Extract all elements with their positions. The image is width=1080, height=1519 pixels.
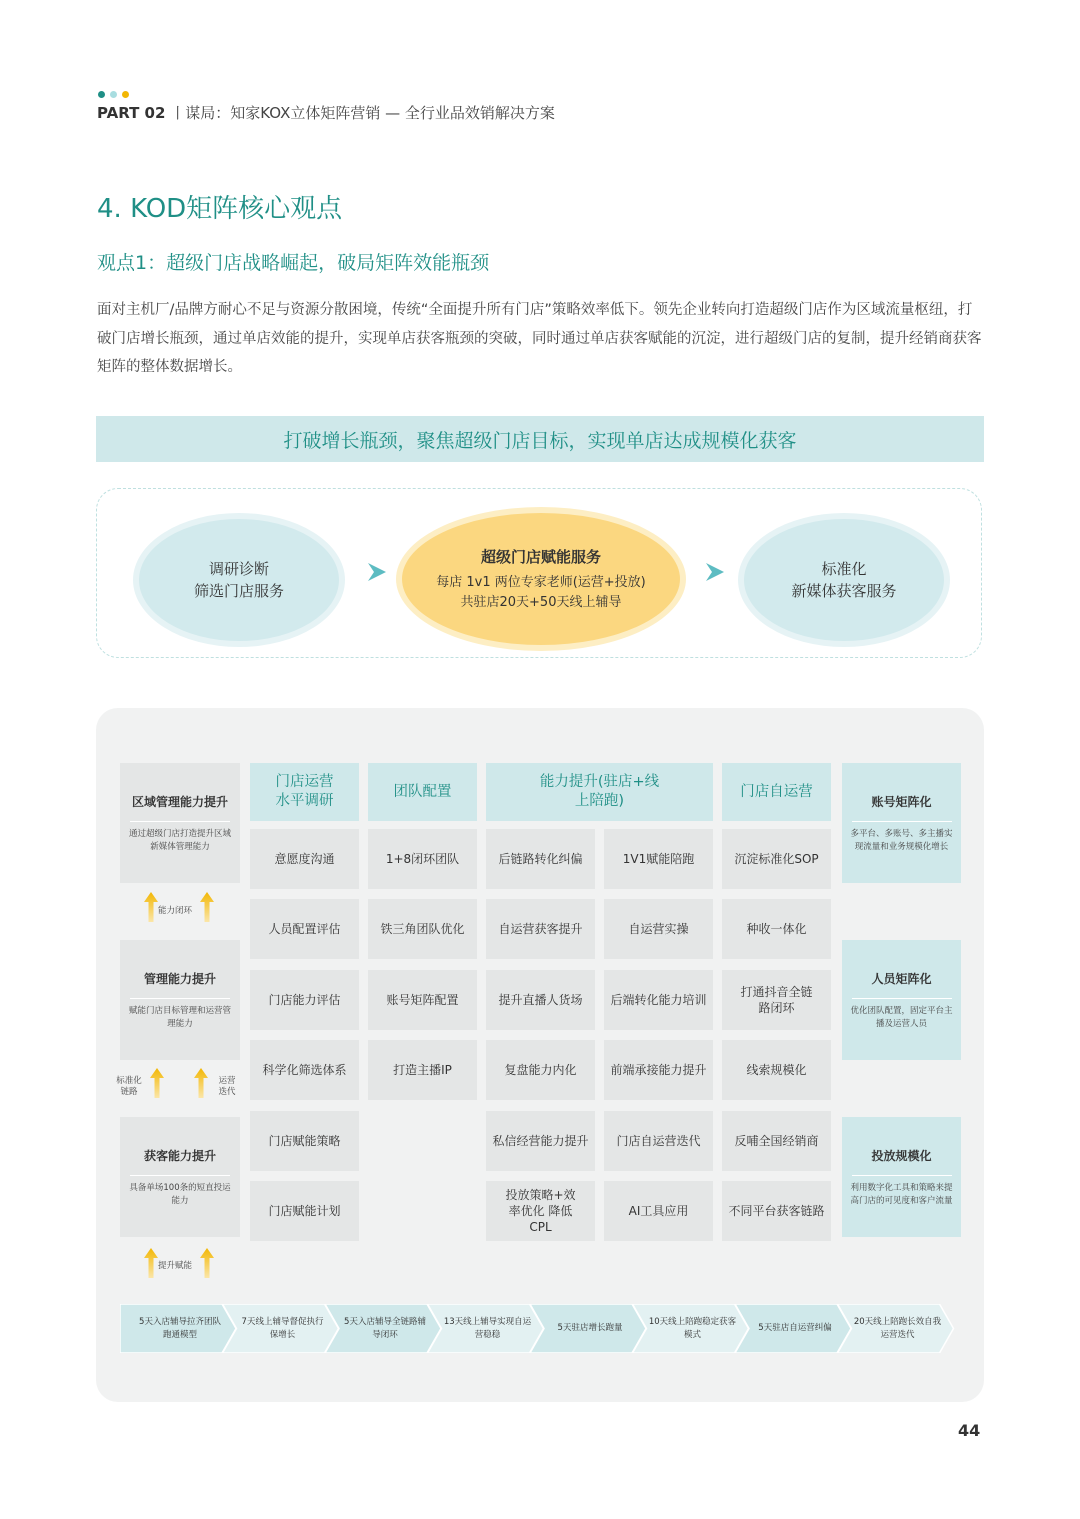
- flow-step-super-store-line1: 每店 1v1 两位专家老师(运营+投放): [436, 574, 646, 590]
- col-head-self-ops: 门店自运营: [722, 763, 831, 821]
- matrix-cell: 反哺全国经销商: [722, 1111, 831, 1171]
- right-card-desc: 多平台、多账号、多主播实现流量和业务规模化增长: [850, 829, 953, 852]
- matrix-cell: 门店赋能计划: [250, 1181, 359, 1241]
- matrix-cell: 门店赋能策略: [250, 1111, 359, 1171]
- flow-step-standardize: [738, 513, 950, 647]
- timeline-step: 13天线上辅导实现自运营稳稳: [443, 1316, 532, 1340]
- divider: [130, 821, 230, 822]
- divider: [852, 998, 952, 999]
- matrix-cell: 后链路转化纠偏: [486, 829, 595, 889]
- right-card-ads-scale: [842, 1117, 961, 1237]
- left-card-desc: 赋能门店目标管理和运营管理能力: [128, 1006, 231, 1029]
- matrix-cell: 私信经营能力提升: [486, 1111, 595, 1171]
- matrix-cell: 自运营实操: [604, 899, 713, 959]
- intro-paragraph: 面对主机厂/品牌方耐心不足与资源分散困境，传统“全面提升所有门店”策略效率低下。领先企业转向打造超级门店作为区域流量枢纽，打破门店增长瓶颈，通过单店效能的提升，实现单店获客瓶颈的突破，同时通过单店获客赋能的沉淀，进行超级门店的复制，提升经销商获客矩阵的整体数据增长。: [97, 302, 982, 375]
- up-arrow-icon: [144, 1248, 158, 1278]
- divider: [130, 998, 230, 999]
- left-card-management: [120, 940, 240, 1060]
- col-head-store-ops-survey: 门店运营水平调研: [250, 763, 359, 821]
- timeline-step: 20天线上陪跑长效自我运营迭代: [853, 1316, 942, 1340]
- right-card-account-matrix: [842, 763, 961, 883]
- flow-step-standardize-line1: 标准化: [821, 560, 867, 578]
- matrix-cell: 复盘能力内化: [486, 1040, 595, 1100]
- right-card-staff-matrix: [842, 940, 961, 1060]
- timeline-step: 5天驻店增长跑量: [557, 1323, 623, 1333]
- timeline-step: 7天线上辅导督促执行保增长: [241, 1316, 324, 1340]
- right-card-title: 账号矩阵化: [871, 795, 932, 809]
- arrow-label-loop: 能力闭环: [158, 906, 193, 916]
- matrix-cell: 提升直播人货场: [486, 970, 595, 1030]
- right-card-desc: 利用数字化工具和策略来提高门店的可见度和客户流量: [850, 1183, 953, 1206]
- dot-3: [122, 91, 129, 98]
- page-number: 44: [958, 1421, 981, 1440]
- matrix-cell: 前端承接能力提升: [604, 1040, 713, 1100]
- timeline-step: 5天入店辅导全链路辅导闭环: [344, 1316, 426, 1340]
- arrow-label-standard-chain: 标准化链路: [116, 1076, 142, 1097]
- up-arrow-icon: [200, 1248, 214, 1278]
- arrow-label-ops-iteration: 运营迭代: [218, 1076, 236, 1097]
- matrix-cell: 打通抖音全链路闭环: [722, 970, 831, 1030]
- sub-title: 观点1：超级门店战略崛起，破局矩阵效能瓶颈: [97, 252, 490, 274]
- left-card-title: 获客能力提升: [143, 1149, 216, 1163]
- matrix-cell: 账号矩阵配置: [368, 970, 477, 1030]
- up-arrow-icon: [194, 1068, 208, 1098]
- flow-arrow-1-icon: [366, 561, 388, 583]
- matrix-cell: 科学化筛选体系: [250, 1040, 359, 1100]
- right-card-title: 投放规模化: [871, 1149, 932, 1163]
- matrix-cell: 种收一体化: [722, 899, 831, 959]
- divider: [852, 1175, 952, 1176]
- left-card-desc: 具备单场100条的短直投运能力: [129, 1183, 231, 1206]
- up-arrow-icon: [144, 892, 158, 922]
- dot-1: [98, 91, 105, 98]
- flow-arrow-2-icon: [704, 561, 726, 583]
- matrix-cell: 沉淀标准化SOP: [722, 829, 831, 889]
- dot-2: [110, 91, 117, 98]
- timeline: [120, 1304, 962, 1353]
- flow-step-super-store-title: 超级门店赋能服务: [480, 547, 601, 566]
- matrix-cell: 1+8闭环团队: [368, 829, 477, 889]
- col-head-team-config: 团队配置: [368, 763, 477, 821]
- left-card-regional: [120, 763, 240, 883]
- matrix-cell: 1V1赋能陪跑: [604, 829, 713, 889]
- flow-step-super-store: [396, 507, 686, 651]
- up-arrow-icon: [200, 892, 214, 922]
- flow-step-standardize-line2: 新媒体获客服务: [791, 582, 897, 600]
- flow-step-research-line1: 调研诊断: [208, 560, 269, 578]
- flow-step-super-store-line2: 共驻店20天+50天线上辅导: [460, 594, 622, 610]
- header-separator: 丨: [170, 104, 186, 122]
- right-card-title: 人员矩阵化: [871, 972, 932, 986]
- matrix-cell: AI工具应用: [604, 1181, 713, 1241]
- divider: [852, 821, 952, 822]
- matrix-cell: 人员配置评估: [250, 899, 359, 959]
- left-card-acquisition: [120, 1117, 240, 1237]
- header-part: PART 02: [97, 104, 166, 122]
- matrix-cell: 自运营获客提升: [486, 899, 595, 959]
- arrow-label-empower: 提升赋能: [158, 1261, 193, 1271]
- matrix-cell: 线索规模化: [722, 1040, 831, 1100]
- right-card-desc: 优化团队配置，固定平台主播及运营人员: [850, 1006, 953, 1029]
- matrix-cell: 门店能力评估: [250, 970, 359, 1030]
- matrix-cell: 意愿度沟通: [250, 829, 359, 889]
- header-text: 谋局：知家KOX立体矩阵营销 — 全行业品效销解决方案: [185, 104, 555, 122]
- flow-step-research: [133, 513, 345, 647]
- up-arrow-icon: [150, 1068, 164, 1098]
- flow-step-research-line2: 筛选门店服务: [193, 582, 284, 600]
- header-dots: [98, 91, 129, 98]
- banner: 打破增长瓶颈，聚焦超级门店目标，实现单店达成规模化获客: [96, 416, 984, 462]
- left-card-desc: 通过超级门店打造提升区域新媒体管理能力: [128, 829, 231, 852]
- page-header: [97, 102, 555, 123]
- timeline-step: 5天入店辅导拉齐团队跑通模型: [139, 1316, 221, 1340]
- divider: [130, 1175, 230, 1176]
- matrix-cell: 打造主播IP: [368, 1040, 477, 1100]
- matrix-cell: 铁三角团队优化: [368, 899, 477, 959]
- matrix-cell: 投放策略+效率优化 降低CPL: [486, 1181, 595, 1241]
- matrix-cell: 不同平台获客链路: [722, 1181, 831, 1241]
- section-title: 4. KOD矩阵核心观点: [97, 194, 343, 224]
- left-card-title: 管理能力提升: [143, 972, 216, 986]
- left-card-title: 区域管理能力提升: [131, 795, 228, 809]
- timeline-step: 5天驻店自运营纠偏: [758, 1323, 832, 1333]
- matrix-cell: 门店自运营迭代: [604, 1111, 713, 1171]
- matrix-cell: 后端转化能力培训: [604, 970, 713, 1030]
- col-head-capability-boost: 能力提升(驻店+线上陪跑): [486, 763, 713, 821]
- timeline-step: 10天线上陪跑稳定获客模式: [648, 1316, 737, 1340]
